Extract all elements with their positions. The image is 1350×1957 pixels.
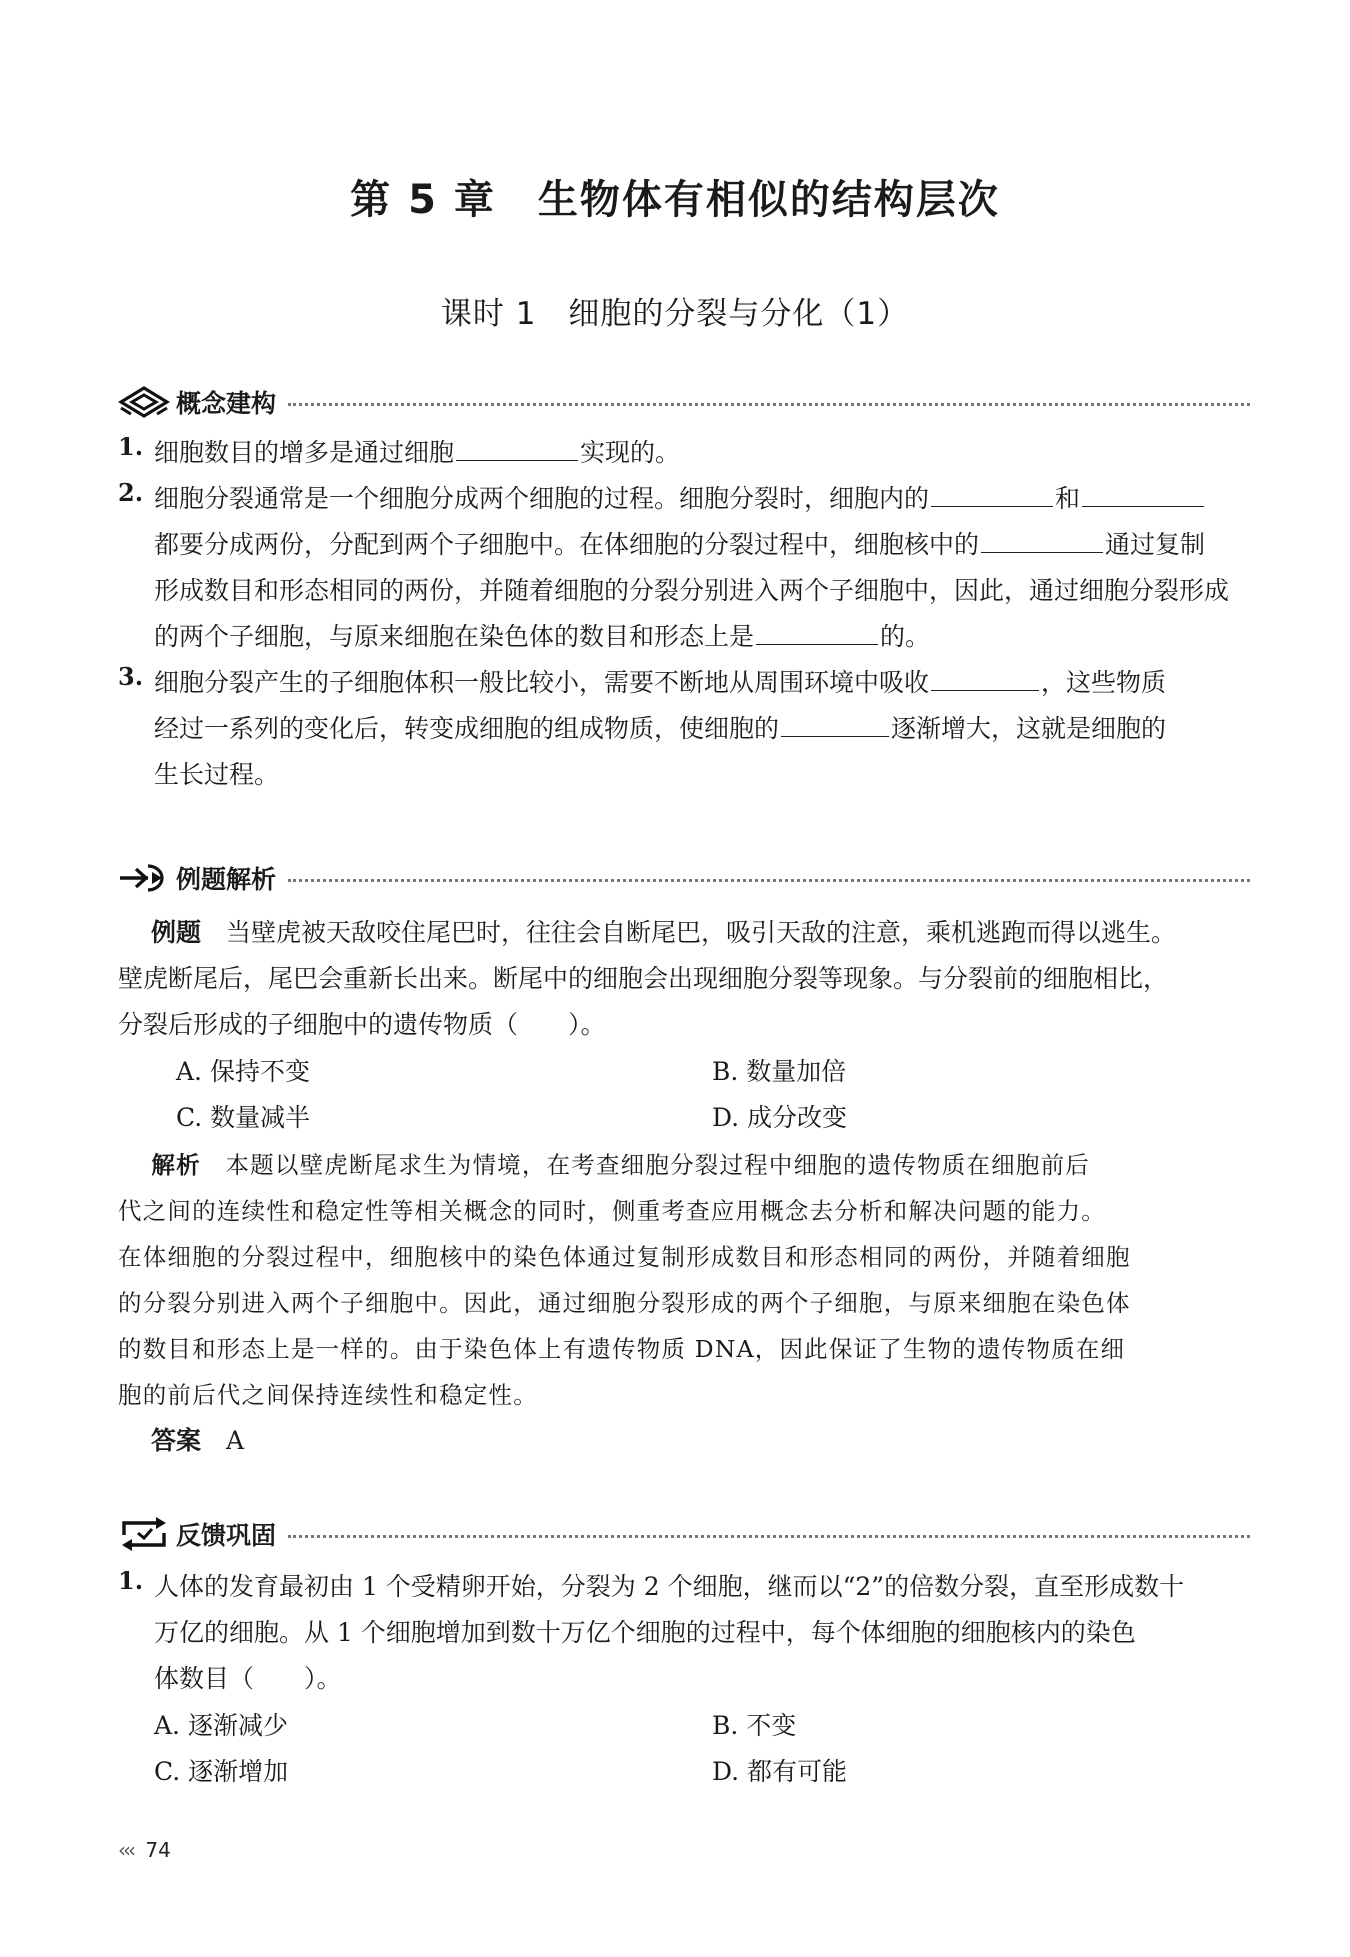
concept-question-1 — [154, 430, 1250, 476]
concept-question-3 — [154, 660, 1250, 798]
text-line: 壁虎断尾后，尾巴会重新长出来。断尾中的细胞会出现细胞分裂等现象。与分裂前的细胞相比， — [118, 964, 1169, 993]
chevrons-left-icon: ‹‹‹ — [118, 1838, 133, 1862]
section-title-example: 例题解析 — [176, 865, 277, 894]
layers-icon — [118, 385, 170, 419]
dotted-divider — [288, 879, 1250, 882]
section-title-concept: 概念建构 — [176, 389, 277, 418]
text-line — [154, 706, 1250, 752]
option-c[interactable]: C. 数量减半 — [176, 1103, 311, 1132]
arrow-target-icon — [118, 861, 170, 895]
cycle-arrows-icon — [118, 1517, 170, 1551]
fill-blank[interactable] — [1082, 476, 1204, 507]
answer-line — [118, 1418, 244, 1464]
answer-value: A — [225, 1426, 245, 1455]
dotted-divider — [288, 1535, 1250, 1538]
feedback-question-1 — [154, 1564, 1250, 1702]
answer-label: 答案 — [150, 1426, 201, 1455]
dotted-divider — [288, 403, 1250, 406]
text-line: 分裂后形成的子细胞中的遗传物质（ ）。 — [118, 1010, 606, 1039]
text-line — [154, 614, 1250, 660]
text-line — [154, 430, 1250, 476]
analysis-block — [118, 1142, 1250, 1418]
section-header-concept — [118, 382, 1250, 422]
question-number: 1. — [118, 432, 144, 461]
text-line — [154, 660, 1250, 706]
text-line: 的分裂分别进入两个子细胞中。因此，通过细胞分裂形成的两个子细胞，与原来细胞在染色体 — [118, 1289, 1131, 1317]
page-number: 74 — [145, 1838, 171, 1862]
text-segment: 的两个子细胞，与原来细胞在染色体的数目和形态上是 — [154, 622, 755, 651]
text-segment: 生长过程。 — [154, 760, 280, 789]
text-segment: 经过一系列的变化后，转变成细胞的组成物质，使细胞的 — [154, 714, 780, 743]
question-number: 3. — [118, 662, 144, 691]
text-segment: 都要分成两份，分配到两个子细胞中。在体细胞的分裂过程中，细胞核中的 — [154, 530, 980, 559]
chapter-title: 第 5 章 生物体有相似的结构层次 — [350, 177, 1000, 223]
text-line — [118, 910, 1250, 956]
section-header-feedback — [118, 1514, 1250, 1554]
question-number: 1. — [118, 1566, 144, 1595]
text-line — [154, 522, 1250, 568]
text-line: 代之间的连续性和稳定性等相关概念的同时，侧重考查应用概念去分析和解决问题的能力。 — [118, 1197, 1106, 1225]
fill-blank[interactable] — [456, 430, 578, 461]
text-line — [154, 568, 1250, 614]
concept-question-2 — [154, 476, 1250, 660]
fill-blank[interactable] — [781, 706, 889, 737]
text-line: 在体细胞的分裂过程中，细胞核中的染色体通过复制形成数目和形态相同的两份，并随着细胞 — [118, 1243, 1131, 1271]
fill-blank[interactable] — [981, 522, 1103, 553]
text-line: 的数目和形态上是一样的。由于染色体上有遗传物质 DNA，因此保证了生物的遗传物质在细 — [118, 1335, 1126, 1363]
text-segment: 的。 — [880, 622, 931, 651]
question-number: 2. — [118, 478, 144, 507]
option-c[interactable]: C. 逐渐增加 — [154, 1757, 289, 1786]
example-label: 例题 — [150, 918, 201, 947]
section-header-example — [118, 858, 1250, 898]
section-title-feedback: 反馈巩固 — [176, 1521, 277, 1550]
text-segment: 实现的。 — [580, 438, 681, 467]
fill-blank[interactable] — [931, 476, 1053, 507]
option-d[interactable]: D. 成分改变 — [712, 1103, 848, 1132]
text-segment: 细胞分裂产生的子细胞体积一般比较小，需要不断地从周围环境中吸收 — [154, 668, 930, 697]
text-segment: 细胞数目的增多是通过细胞 — [154, 438, 455, 467]
page-footer — [118, 1838, 171, 1862]
option-d[interactable]: D. 都有可能 — [712, 1757, 848, 1786]
text-segment: 通过复制 — [1105, 530, 1206, 559]
text-line — [118, 1142, 1250, 1188]
text-segment: 逐渐增大，这就是细胞的 — [891, 714, 1167, 743]
option-b[interactable]: B. 数量加倍 — [712, 1057, 847, 1086]
text-line: 体数目（ ）。 — [154, 1664, 342, 1693]
text-line: 人体的发育最初由 1 个受精卵开始，分裂为 2 个细胞，继而以“2”的倍数分裂，直至形成数十 — [154, 1572, 1185, 1601]
option-a[interactable]: A. 保持不变 — [176, 1057, 310, 1086]
text-segment: ，这些物质 — [1041, 668, 1167, 697]
text-line — [154, 752, 1250, 798]
text-segment: 形成数目和形态相同的两份，并随着细胞的分裂分别进入两个子细胞中，因此，通过细胞分裂形成 — [154, 576, 1230, 605]
example-question — [118, 910, 1250, 1048]
text-segment: 当壁虎被天敌咬住尾巴时，往往会自断尾巴，吸引天敌的注意，乘机逃跑而得以逃生。 — [225, 918, 1176, 947]
text-line: 万亿的细胞。从 1 个细胞增加到数十万亿个细胞的过程中，每个体细胞的细胞核内的染色 — [154, 1618, 1136, 1647]
text-line: 胞的前后代之间保持连续性和稳定性。 — [118, 1381, 538, 1409]
lesson-title: 课时 1 细胞的分裂与分化（1） — [440, 296, 910, 332]
text-line — [154, 476, 1250, 522]
option-a[interactable]: A. 逐渐减少 — [154, 1711, 288, 1740]
analysis-label: 解析 — [151, 1151, 201, 1179]
text-segment: 和 — [1055, 484, 1081, 513]
fill-blank[interactable] — [931, 660, 1039, 691]
text-segment: 细胞分裂通常是一个细胞分成两个细胞的过程。细胞分裂时，细胞内的 — [154, 484, 930, 513]
option-b[interactable]: B. 不变 — [712, 1711, 797, 1740]
text-segment: 本题以壁虎断尾求生为情境，在考查细胞分裂过程中细胞的遗传物质在细胞前后 — [225, 1151, 1090, 1179]
fill-blank[interactable] — [756, 614, 878, 645]
